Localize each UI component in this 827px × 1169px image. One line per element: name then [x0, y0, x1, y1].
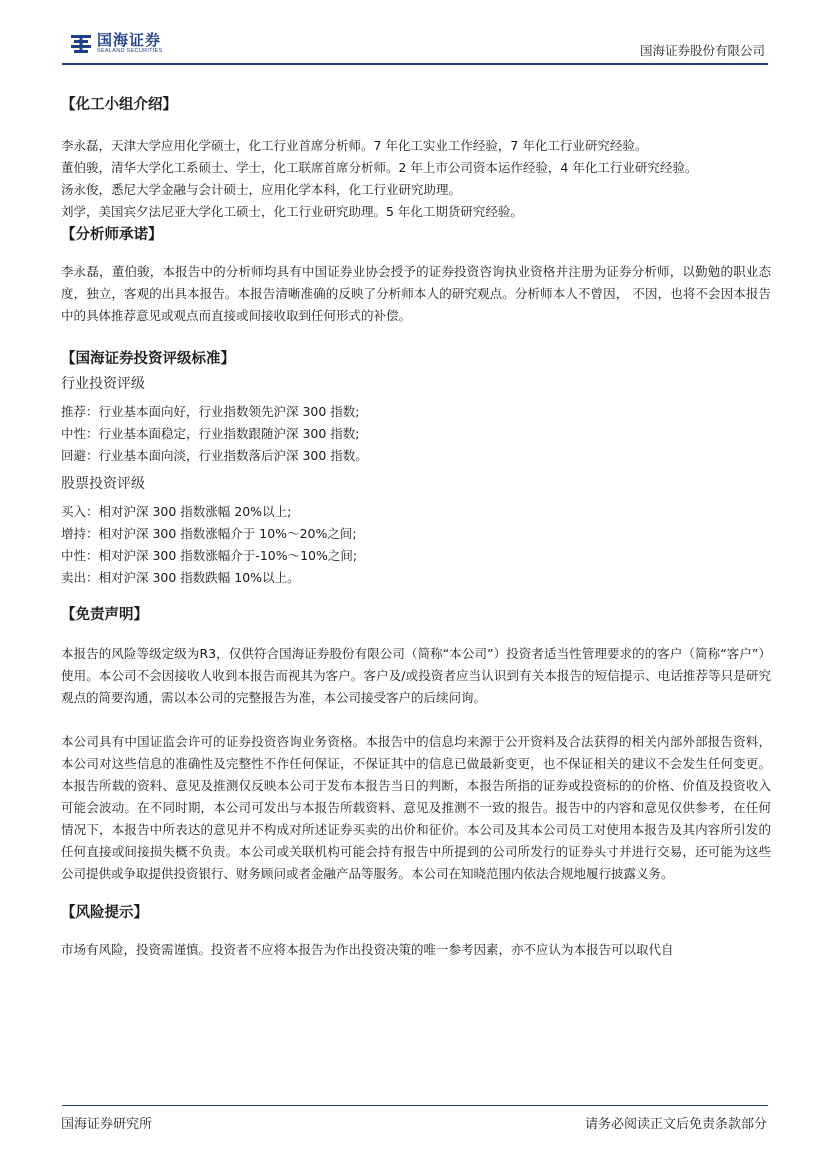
footer-institute: 国海证券研究所 [61, 1117, 153, 1132]
industry-rating-item: 中性：行业基本面稳定，行业指数跟随沪深 300 指数; [61, 426, 360, 441]
team-member: 董伯骏，清华大学化工系硕士、学士，化工联席首席分析师。2 年上市公司资本运作经验，4 年化工行业研究经验。 [61, 160, 698, 175]
disclaimer-paragraph-2: 本公司具有中国证监会许可的证券投资咨询业务资格。本报告中的信息均来源于公开资料及合法获得的相关内部外部报告资料，本公司对这些信息的准确性及完整性不作任何保证，不保证其中的信息已做最新变更，也不保证相关的建议不会发生任何变更。本报告所载的资料、意见及推测仅反映本公司于发布本报告当日的判断，本报告所指的证券或投资标的的价格、价值及投资收入可能会波动。在不同时期，本公司可发出与本报告所载资料、意见及推测不一致的报告。报告中的内容和意见仅供参考，在任何情况下，本报告中所表达的意见并不构成对所述证券买卖的出价和征价。本公司及其本公司员工对使用本报告及其内容所引发的任何直接或间接损失概不负责。本公司或关联机构可能会持有报告中所提到的公司所发行的证券头寸并进行交易，还可能为这些公司提供或争取提供投资银行、财务顾问或者金融产品等服务。本公司在知晓范围内依法合规地履行披露义务。 [61, 734, 771, 881]
disclaimer-section-title: 【免责声明】 [61, 607, 148, 623]
disclaimer-paragraph-1: 本报告的风险等级定级为R3，仅供符合国海证券股份有限公司（简称“本公司”）投资者适当性管理要求的的客户（简称“客户”）使用。本公司不会因接收人收到本报告而视其为客户。客户及/或投资者应当认识到有关本报告的短信提示、电话推荐等只是研究观点的简要沟通，需以本公司的完整报告为准，本公司接受客户的后续问询。 [61, 646, 771, 705]
stock-rating-title: 股票投资评级 [61, 476, 145, 492]
logo-english-name: SEALAND SECURITIES [97, 48, 163, 54]
sealand-logo-icon [70, 33, 92, 55]
company-logo [70, 32, 163, 55]
industry-rating-item: 推荐：行业基本面向好，行业指数领先沪深 300 指数; [61, 404, 360, 419]
page-header [0, 0, 827, 66]
footer-divider [62, 1105, 768, 1106]
commitment-section-title: 【分析师承诺】 [61, 227, 163, 243]
team-member: 汤永俊，悉尼大学金融与会计硕士，应用化学本科，化工行业研究助理。 [61, 182, 462, 197]
logo-chinese-name: 国海证券 [97, 31, 162, 49]
commitment-text: 李永磊，董伯骏，本报告中的分析师均具有中国证券业协会授予的证券投资咨询执业资格并注册为证券分析师，以勤勉的职业态度，独立，客观的出具本报告。本报告清晰准确的反映了分析师本人的研究观点。分析师本人不曾因， 不因，也将不会因本报告中的具体推荐意见或观点而直接或间接收取到任何形式的补偿。 [61, 264, 771, 323]
risk-text: 市场有风险，投资需谨慎。投资者不应将本报告为作出投资决策的唯一参考因素，亦不应认为本报告可以取代自 [61, 942, 674, 957]
rating-section-title: 【国海证券投资评级标准】 [61, 351, 235, 367]
stock-rating-item: 卖出：相对沪深 300 指数跌幅 10%以上。 [61, 570, 300, 585]
industry-rating-title: 行业投资评级 [61, 376, 145, 392]
page-content [61, 95, 771, 961]
company-name: 国海证券股份有限公司 [639, 43, 765, 58]
team-section-title: 【化工小组介绍】 [61, 97, 177, 113]
header-divider [62, 63, 768, 65]
team-member: 李永磊，天津大学应用化学硕士，化工行业首席分析师。7 年化工实业工作经验，7 年化工行业研究经验。 [61, 138, 648, 153]
industry-rating-item: 回避：行业基本面向淡，行业指数落后沪深 300 指数。 [61, 448, 368, 463]
stock-rating-item: 增持：相对沪深 300 指数涨幅介于 10%～20%之间; [61, 526, 357, 541]
team-member: 刘学，美国宾夕法尼亚大学化工硕士，化工行业研究助理。5 年化工期货研究经验。 [61, 204, 523, 219]
footer-notice: 请务必阅读正文后免责条款部分 [584, 1117, 767, 1132]
stock-rating-item: 中性：相对沪深 300 指数涨幅介于-10%～10%之间; [61, 548, 358, 563]
stock-rating-item: 买入：相对沪深 300 指数涨幅 20%以上; [61, 504, 292, 519]
risk-section-title: 【风险提示】 [61, 905, 148, 921]
